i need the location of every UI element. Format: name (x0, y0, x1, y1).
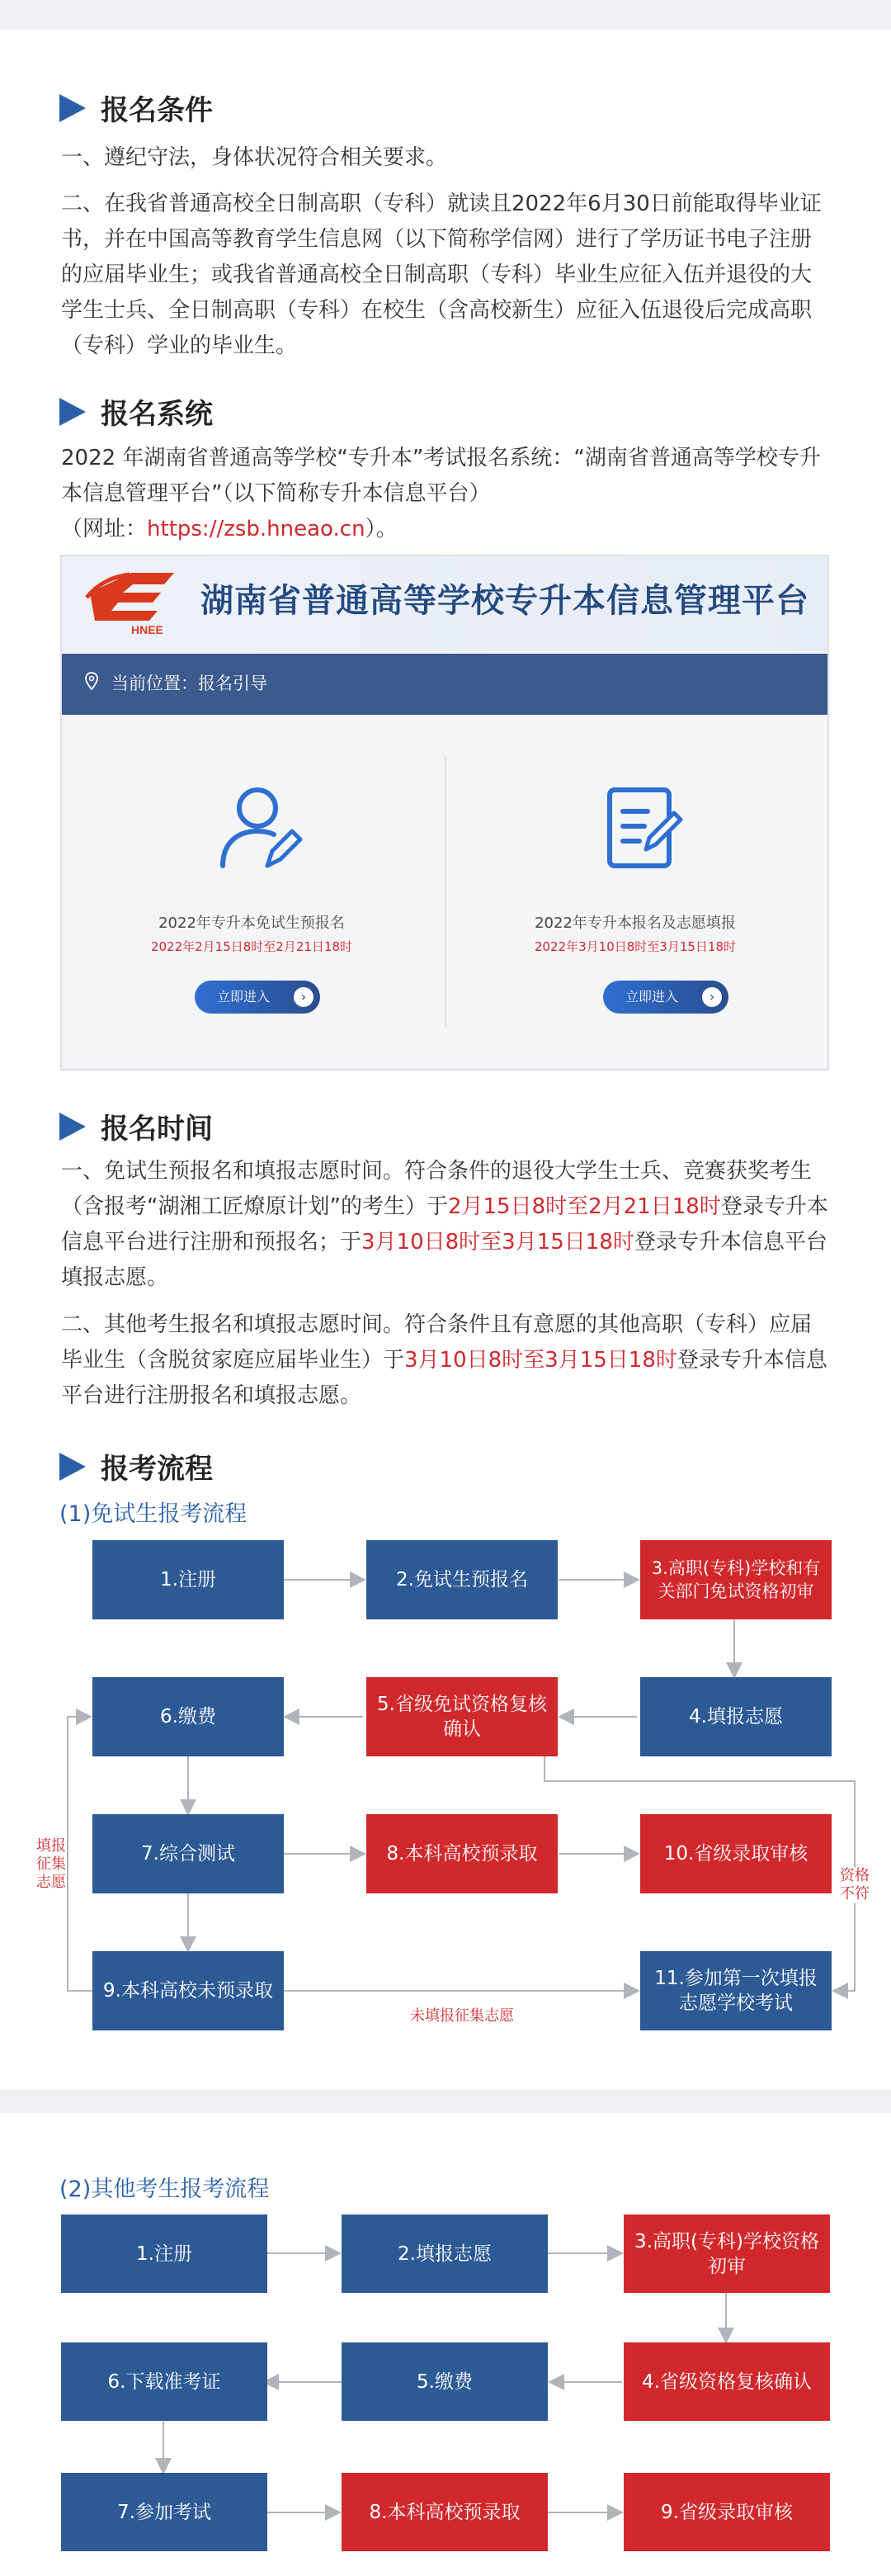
flow1-label-bottom: 未填报征集志愿 (410, 2007, 514, 2025)
url-suffix: ）。 (365, 517, 398, 541)
system-url-link[interactable]: https://zsb.hneao.cn (147, 517, 365, 541)
flow1-subtitle: (1)免试生报考流程 (59, 1501, 248, 1527)
button-label: 立即进入 (625, 989, 678, 1004)
chevron-right-icon: › (294, 987, 314, 1007)
flow1-label-right: 资格不符 (840, 1867, 870, 1902)
flow1-step-comprehensive-test: 7.综合测试 (92, 1814, 284, 1893)
flow1-step-initial-review: 3.高职(专科)学校和有关部门免试资格初审 (640, 1540, 832, 1619)
section-title-text: 报名时间 (101, 1113, 213, 1146)
flow2-step-provincial-review: 4.省级资格复核确认 (624, 2342, 830, 2421)
system-desc: 2022 年湖南省普通高等学校“专升本”考试报名系统：“湖南省普通高等学校专升本信息管理平台”（以下简称专升本信息平台） (61, 446, 821, 506)
flow2-subtitle: (2)其他考生报考流程 (59, 2177, 270, 2202)
card-name: 2022年专升本报名及志愿填报 (535, 915, 736, 932)
section-title-text: 报名条件 (101, 94, 213, 127)
date-highlight: 3月10日8时至3月15日18时 (404, 1348, 677, 1373)
time-p1-text: 一、免试生预报名和填报志愿时间。符合条件的退役大学生士兵、竞赛获奖考生（含报考“湖湘工匠燎原计划”的考生）于 (61, 1159, 813, 1219)
platform-title: 湖南省普通高等学校专升本信息管理平台 (200, 582, 809, 620)
location-text: 当前位置：报名引导 (111, 674, 267, 693)
flow1-step-first-choice-exam: 11.参加第一次填报志愿学校考试 (640, 1951, 832, 2030)
chevron-right-icon: › (702, 987, 722, 1007)
flow2-step-payment: 5.缴费 (342, 2342, 548, 2421)
section-title-text: 报名系统 (101, 398, 213, 431)
flow2-step-take-exam: 7.参加考试 (61, 2473, 267, 2551)
flow1-step-preregister: 2.免试生预报名 (366, 1540, 558, 1619)
date-highlight: 3月10日8时至3月15日18时 (361, 1230, 634, 1255)
button-label: 立即进入 (216, 989, 270, 1004)
card-date: 2022年2月15日8时至2月21日18时 (150, 939, 353, 954)
flow2-step-volunteer: 2.填报志愿 (342, 2214, 548, 2293)
flow1-step-volunteer: 4.填报志愿 (640, 1677, 832, 1756)
flow1-step-pre-admission: 8.本科高校预录取 (366, 1814, 558, 1893)
time-p2-text: 登录专升本信息平台进行注册报名和填报志愿。 (61, 1348, 827, 1408)
time-p2-text: 二、其他考生报名和填报志愿时间。符合条件且有意愿的其他高职（专科）应届毕业生（含脱贫家庭应届毕业生）于 (61, 1312, 813, 1373)
flow2-step-register: 1.注册 (61, 2214, 267, 2293)
flow1-step-register: 1.注册 (92, 1540, 284, 1619)
conditions-p1: 一、遵纪守法，身体状况符合相关要求。 (61, 145, 448, 170)
flow1-step-payment: 6.缴费 (92, 1677, 284, 1756)
flow2-step-pre-admission: 8.本科高校预录取 (342, 2473, 548, 2551)
flow1-step-not-admitted: 9.本科高校未预录取 (92, 1951, 284, 2030)
flow2-step-admission-review: 9.省级录取审核 (624, 2473, 830, 2551)
flow1-step-provincial-review: 5.省级免试资格复核确认 (366, 1677, 558, 1756)
flow2-step-initial-review: 3.高职(专科)学校资格初审 (624, 2214, 830, 2293)
date-highlight: 2月15日8时至2月21日18时 (447, 1194, 721, 1219)
time-p1-text: 登录专升本信息平台进行注册和预报名；于 (61, 1194, 828, 1255)
logo-text: HNEE (131, 623, 163, 636)
time-p1-text: 登录专升本信息平台填报志愿。 (61, 1230, 827, 1290)
card-date: 2022年3月10日8时至3月15日18时 (534, 939, 737, 954)
flow2-step-download-ticket: 6.下载准考证 (61, 2342, 267, 2421)
card-name: 2022年专升本免试生预报名 (158, 915, 345, 932)
url-prefix: （网址： (61, 517, 148, 541)
section-title-text: 报考流程 (101, 1453, 213, 1486)
conditions-p2: 二、在我省普通高校全日制高职（专科）就读且2022年6月30日前能取得毕业证书，并在中国高等教育学生信息网（以下简称学信网）进行了学历证书电子注册的应届毕业生；或我省普通高校全日制高职（专科）毕业生应征入伍并退役的大学生士兵、全日制高职（专科）在校生（含高校新生）应征入伍退役后完成高职（专科）学业的毕业生。 (61, 191, 822, 358)
flow1-label-left: 填报征集志愿 (36, 1837, 66, 1891)
flow1-step-admission-review: 10.省级录取审核 (640, 1814, 832, 1893)
